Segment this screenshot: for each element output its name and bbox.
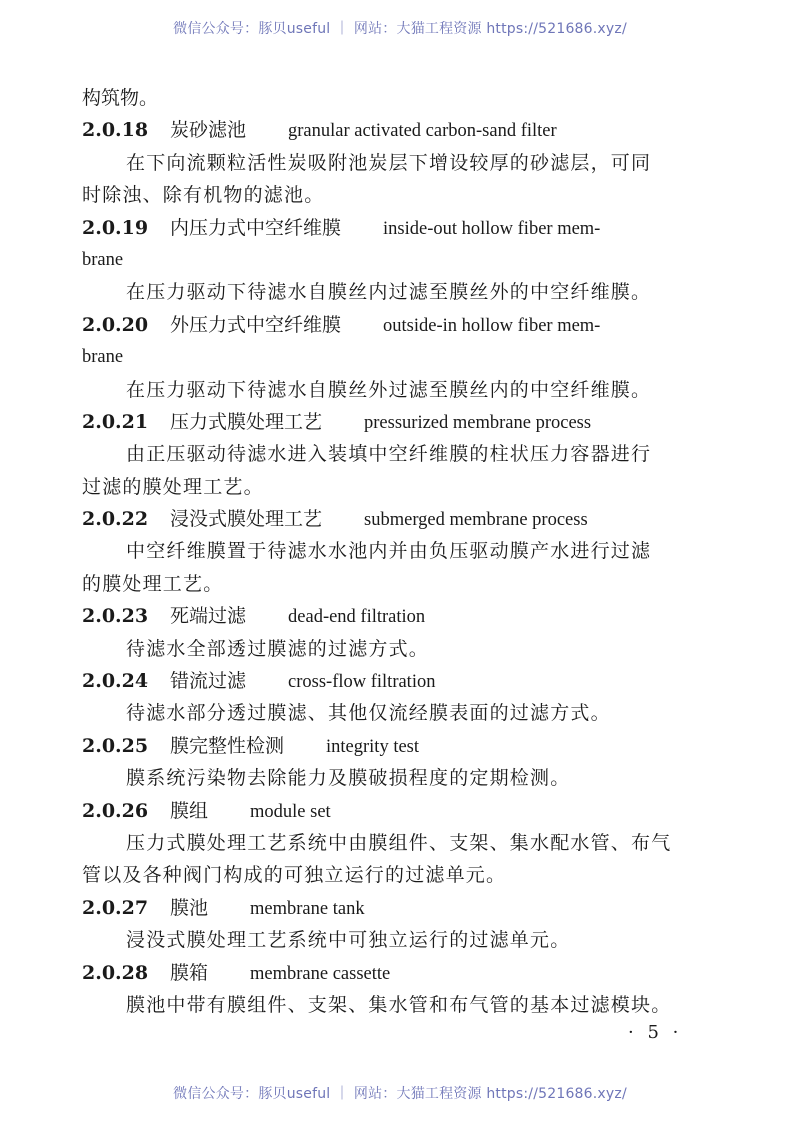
term-english: membrane tank: [250, 898, 365, 919]
term-chinese: 内压力式中空纤维膜: [170, 216, 342, 239]
intro-line: 构筑物。: [82, 87, 159, 109]
term-number: 2.0.23: [82, 605, 149, 628]
term-definition-line: 中空纤维膜置于待滤水水池内并由负压驱动膜产水进行过滤: [126, 540, 652, 563]
term-english: outside-in hollow fiber mem-: [383, 315, 601, 336]
term-definition-line: 膜系统污染物去除能力及膜破损程度的定期检测。: [126, 767, 571, 790]
term-definition-line: 的膜处理工艺。: [82, 572, 224, 595]
term-english: pressurized membrane process: [364, 412, 592, 433]
term-entry: [82, 892, 706, 957]
term-english: granular activated carbon-sand filter: [288, 121, 557, 142]
term-chinese: 浸没式膜处理工艺: [170, 508, 323, 531]
term-heading: [82, 600, 706, 632]
term-entry: [82, 503, 706, 600]
term-entry: [82, 957, 706, 1022]
term-entry: [82, 309, 706, 406]
term-definition-line: 在下向流颗粒活性炭吸附池炭层下增设较厚的砂滤层，可同: [126, 151, 652, 174]
term-definition-line: 压力式膜处理工艺系统中由膜组件、支架、集水配水管、布气: [126, 831, 672, 854]
term-number: 2.0.26: [82, 799, 149, 822]
term-english: inside-out hollow fiber mem-: [383, 218, 601, 239]
term-definition-line: 由正压驱动待滤水进入装填中空纤维膜的柱状压力容器进行: [126, 443, 652, 466]
term-english-continued: brane: [82, 347, 124, 368]
watermark-top: 微信公众号：豚贝useful ｜ 网站：大猫工程资源 https://521686.xyz/: [173, 21, 627, 37]
term-heading: [82, 957, 706, 989]
term-entry: [82, 795, 706, 892]
term-definition-line: 膜池中带有膜组件、支架、集水管和布气管的基本过滤模块。: [126, 993, 672, 1016]
term-english: submerged membrane process: [364, 510, 588, 531]
term-definition-line: 待滤水部分透过膜滤、其他仅流经膜表面的过滤方式。: [126, 702, 611, 725]
term-heading: [82, 795, 706, 827]
term-definition-line: 时除浊、除有机物的滤池。: [82, 184, 325, 207]
term-chinese: 膜池: [170, 896, 209, 919]
term-english-continued: brane: [82, 249, 124, 270]
term-heading: [82, 503, 706, 535]
page-number: · 5 ·: [628, 1022, 683, 1043]
term-heading: [82, 114, 706, 146]
term-heading: [82, 730, 706, 762]
term-entry: [82, 665, 706, 730]
term-number: 2.0.21: [82, 410, 149, 433]
term-number: 2.0.19: [82, 216, 149, 239]
term-definition-line: 浸没式膜处理工艺系统中可独立运行的过滤单元。: [126, 929, 571, 952]
term-chinese: 死端过滤: [170, 605, 247, 628]
term-definition-line: 在压力驱动下待滤水自膜丝内过滤至膜丝外的中空纤维膜。: [126, 281, 652, 304]
term-chinese: 膜组: [170, 799, 209, 822]
term-chinese: 炭砂滤池: [170, 119, 247, 142]
term-number: 2.0.27: [82, 896, 149, 919]
term-heading: [82, 406, 706, 438]
term-number: 2.0.18: [82, 119, 149, 142]
term-definition-line: 在压力驱动下待滤水自膜丝外过滤至膜丝内的中空纤维膜。: [126, 378, 652, 401]
term-definition-line: 过滤的膜处理工艺。: [82, 475, 264, 498]
term-chinese: 错流过滤: [170, 670, 247, 693]
term-english: integrity test: [326, 736, 420, 757]
term-number: 2.0.28: [82, 961, 149, 984]
watermark-bottom: 微信公众号：豚贝useful ｜ 网站：大猫工程资源 https://521686.xyz/: [173, 1086, 627, 1102]
term-entry: [82, 212, 706, 309]
term-number: 2.0.25: [82, 734, 149, 757]
term-english: cross-flow filtration: [288, 672, 436, 693]
term-number: 2.0.22: [82, 508, 149, 531]
term-heading: [82, 665, 706, 697]
term-definition-line: 待滤水全部透过膜滤的过滤方式。: [126, 637, 430, 660]
term-heading: [82, 212, 706, 244]
term-chinese: 膜完整性检测: [170, 734, 285, 757]
term-heading: [82, 309, 706, 341]
term-heading: [82, 892, 706, 924]
term-number: 2.0.20: [82, 313, 149, 336]
term-entry: [82, 730, 706, 795]
term-english: module set: [250, 801, 331, 822]
term-entry: [82, 406, 706, 503]
term-list: [82, 114, 706, 1021]
term-chinese: 压力式膜处理工艺: [170, 410, 323, 433]
term-number: 2.0.24: [82, 670, 149, 693]
document-body: [82, 82, 706, 1021]
term-english: membrane cassette: [250, 963, 391, 984]
term-chinese: 膜箱: [170, 961, 209, 984]
term-entry: [82, 600, 706, 665]
term-definition-line: 管以及各种阀门构成的可独立运行的过滤单元。: [82, 864, 507, 887]
term-english: dead-end filtration: [288, 607, 426, 628]
term-chinese: 外压力式中空纤维膜: [170, 313, 342, 336]
term-entry: [82, 114, 706, 211]
